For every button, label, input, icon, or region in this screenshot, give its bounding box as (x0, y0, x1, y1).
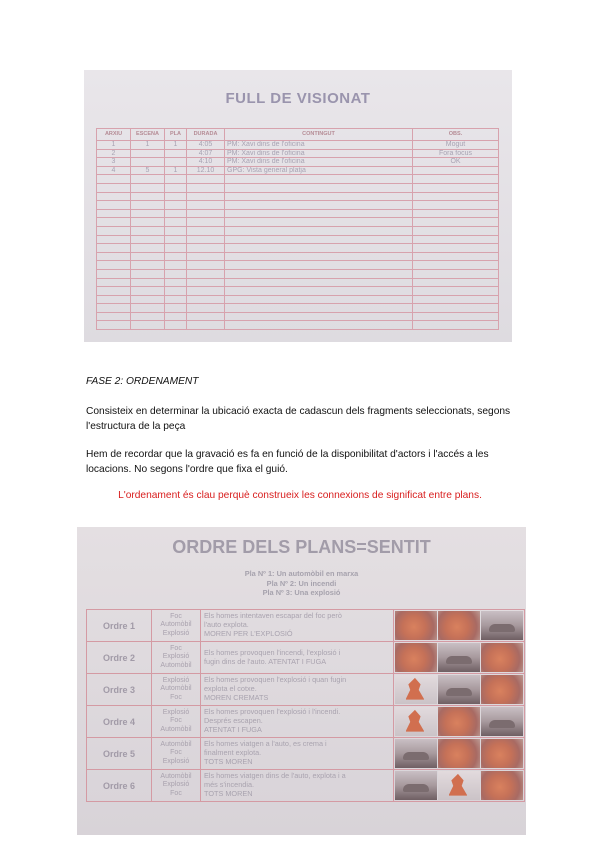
table-row (97, 287, 499, 296)
highlight-statement: L'ordenament és clau perquè construeix les connexions de significat entre plans. (118, 490, 482, 501)
table-cell (165, 295, 187, 304)
ordre-elements (152, 674, 201, 706)
table-cell (97, 192, 131, 201)
table-cell (165, 304, 187, 313)
ordre-description (201, 674, 394, 706)
table-row (97, 235, 499, 244)
table-cell: 5 (131, 166, 165, 175)
ordre-elements (152, 770, 201, 802)
element-item: Automòbil (160, 772, 192, 780)
full-de-visionat-title: FULL DE VISIONAT (225, 90, 371, 107)
table-cell (413, 321, 499, 330)
table-cell (225, 183, 413, 192)
table-cell (165, 235, 187, 244)
description-line: Després escapen. (204, 716, 263, 726)
table-cell (165, 175, 187, 184)
table-cell (165, 321, 187, 330)
table-cell (187, 235, 225, 244)
table-cell (225, 226, 413, 235)
table-cell (131, 209, 165, 218)
table-row (97, 175, 499, 184)
table-cell (187, 252, 225, 261)
table-cell (165, 287, 187, 296)
table-cell (97, 201, 131, 210)
table-cell (97, 287, 131, 296)
table-cell (413, 218, 499, 227)
table-cell (165, 192, 187, 201)
table-cell (187, 278, 225, 287)
table-cell (97, 244, 131, 253)
fire-thumbnail-icon (481, 643, 523, 672)
table-cell (225, 192, 413, 201)
table-cell (225, 278, 413, 287)
table-row (97, 252, 499, 261)
description-line: TOTS MOREN (204, 788, 253, 798)
table-cell (131, 287, 165, 296)
header-pla: PLA (165, 129, 187, 141)
ordre-thumbnails (394, 738, 525, 770)
ordre-thumbnails (394, 674, 525, 706)
table-cell (97, 278, 131, 287)
paragraph-gravacio: Hem de recordar que la gravació es fa en funció de la disponibilitat d'actors i l'accés a les locacions. No segons l'ordre que fixa el guió. (86, 449, 489, 475)
element-item: Explosió (162, 653, 190, 661)
description-line: ATENTAT I FUGA (204, 724, 262, 734)
table-row (97, 244, 499, 253)
description-line: MOREN CREMATS (204, 692, 269, 702)
table-row (97, 209, 499, 218)
element-item: Automòbil (160, 685, 192, 693)
description-line: TOTS MOREN (204, 756, 253, 766)
table-cell (413, 252, 499, 261)
table-cell (131, 312, 165, 321)
table-cell (225, 269, 413, 278)
table-cell (131, 175, 165, 184)
table-cell (131, 218, 165, 227)
table-cell: Fora focus (413, 149, 499, 158)
pla-2: Pla Nº 2: Un incendi (266, 578, 337, 588)
ordre-description (201, 738, 394, 770)
table-cell (165, 312, 187, 321)
table-cell (165, 201, 187, 210)
ordre-thumbnails (394, 642, 525, 674)
ordre-description (201, 642, 394, 674)
table-cell (413, 269, 499, 278)
ordre-row (87, 770, 525, 802)
car-thumbnail-icon (481, 611, 523, 640)
ordre-label: Ordre 5 (87, 738, 152, 770)
table-cell: OK (413, 158, 499, 167)
visionat-header-row (97, 129, 499, 141)
table-cell (187, 312, 225, 321)
fire-thumbnail-icon (481, 771, 523, 800)
fire-thumbnail-icon (438, 707, 480, 736)
ordre-description (201, 610, 394, 642)
ordre-dels-plans-photo (77, 527, 526, 835)
header-obs: OBS. (413, 129, 499, 141)
table-cell (225, 175, 413, 184)
table-cell (187, 321, 225, 330)
element-item: Explosió (162, 781, 190, 789)
table-cell (131, 278, 165, 287)
description-line: Els homes intentaven escapar del foc però (204, 611, 342, 621)
table-cell (413, 183, 499, 192)
description-line: Els homes viatgen a l'auto, es crema i (204, 739, 327, 749)
table-cell (187, 295, 225, 304)
fire-thumbnail-icon (481, 675, 523, 704)
table-cell: 4 (97, 166, 131, 175)
fire-thumbnail-icon (395, 611, 437, 640)
table-row (97, 192, 499, 201)
ordre-thumbnails (394, 770, 525, 802)
table-cell (413, 278, 499, 287)
table-cell: 4:07 (187, 149, 225, 158)
table-cell (225, 244, 413, 253)
table-cell (97, 312, 131, 321)
element-item: Explosió (162, 676, 190, 684)
table-cell: 12.10 (187, 166, 225, 175)
table-cell (413, 226, 499, 235)
table-cell (131, 192, 165, 201)
fire-thumbnail-icon (438, 611, 480, 640)
description-line: Els homes viatgen dins de l'auto, explota i a (204, 771, 346, 781)
table-cell (97, 261, 131, 270)
table-cell (97, 304, 131, 313)
table-cell (225, 295, 413, 304)
table-cell: PM: Xavi dins de l'oficina (225, 158, 413, 167)
table-row (97, 166, 499, 175)
table-cell (131, 261, 165, 270)
table-cell (97, 321, 131, 330)
table-cell (413, 235, 499, 244)
description-line: Els homes provoquen l'incendi, l'explosió i (204, 647, 341, 657)
fire-thumbnail-icon (438, 739, 480, 768)
table-cell (97, 252, 131, 261)
table-cell: 3 (97, 158, 131, 167)
table-cell (131, 235, 165, 244)
table-cell (165, 261, 187, 270)
ordre-thumbnails (394, 610, 525, 642)
table-cell (131, 295, 165, 304)
table-cell (413, 192, 499, 201)
table-cell (131, 244, 165, 253)
table-cell: PM: Xavi dins de l'oficina (225, 149, 413, 158)
table-cell (187, 201, 225, 210)
visionat-table (96, 128, 499, 330)
table-cell (187, 269, 225, 278)
table-cell (413, 261, 499, 270)
table-cell: 2 (97, 149, 131, 158)
table-cell (165, 269, 187, 278)
element-item: Automòbil (160, 725, 192, 733)
element-item: Foc (170, 789, 182, 797)
element-item: Automòbil (160, 740, 192, 748)
table-cell (187, 218, 225, 227)
car-thumbnail-icon (438, 675, 480, 704)
table-cell (165, 252, 187, 261)
table-cell: PM: Xavi dins de l'oficina (225, 141, 413, 150)
ordre-row (87, 610, 525, 642)
table-row (97, 321, 499, 330)
ordre-elements (152, 706, 201, 738)
table-cell (97, 295, 131, 304)
table-row (97, 312, 499, 321)
table-cell (413, 304, 499, 313)
table-cell (165, 278, 187, 287)
table-cell: 1 (131, 141, 165, 150)
table-row (97, 183, 499, 192)
table-cell (187, 304, 225, 313)
ordre-label: Ordre 4 (87, 706, 152, 738)
table-cell (165, 149, 187, 158)
description-line: fugin dins de l'auto. ATENTAT I FUGA (204, 656, 327, 666)
ordre-row (87, 674, 525, 706)
table-cell (187, 192, 225, 201)
description-line: MOREN PER L'EXPLOSIÓ (204, 628, 293, 638)
table-cell (187, 261, 225, 270)
element-item: Foc (170, 717, 182, 725)
table-cell (413, 166, 499, 175)
description-line: l'auto explota. (204, 620, 249, 630)
table-row (97, 141, 499, 150)
ordre-elements (152, 642, 201, 674)
table-cell (413, 244, 499, 253)
table-cell (165, 218, 187, 227)
element-item: Foc (170, 644, 182, 652)
ordre-title: ORDRE DELS PLANS=SENTIT (172, 537, 431, 557)
table-cell (131, 269, 165, 278)
table-row (97, 218, 499, 227)
table-cell: 4:10 (187, 158, 225, 167)
full-de-visionat-photo (84, 70, 512, 342)
table-cell (225, 209, 413, 218)
element-item: Explosió (162, 757, 190, 765)
table-cell (225, 312, 413, 321)
ordre-elements (152, 738, 201, 770)
table-cell (225, 321, 413, 330)
ordre-label: Ordre 1 (87, 610, 152, 642)
element-item: Foc (170, 612, 182, 620)
table-cell (187, 183, 225, 192)
table-cell (97, 209, 131, 218)
table-cell (97, 269, 131, 278)
pla-1: Pla Nº 1: Un automòbil en marxa (244, 569, 359, 578)
car-thumbnail-icon (395, 739, 437, 768)
table-cell (131, 183, 165, 192)
table-cell (187, 287, 225, 296)
fire-thumbnail-icon (481, 739, 523, 768)
ordre-row (87, 706, 525, 738)
ordre-description (201, 770, 394, 802)
table-cell (225, 252, 413, 261)
table-cell: 4:05 (187, 141, 225, 150)
table-cell (413, 201, 499, 210)
plans-list (77, 569, 526, 598)
table-cell (97, 226, 131, 235)
description-line: finalment explota. (204, 748, 262, 758)
table-cell (165, 158, 187, 167)
description-line: explota el cotxe. (204, 684, 257, 694)
table-cell (413, 175, 499, 184)
table-cell (225, 201, 413, 210)
table-row (97, 261, 499, 270)
table-cell (131, 149, 165, 158)
table-cell (131, 321, 165, 330)
ordre-description (201, 706, 394, 738)
table-cell (97, 235, 131, 244)
table-cell (225, 218, 413, 227)
table-cell (131, 304, 165, 313)
paragraph-ubicacio: Consisteix en determinar la ubicació exacta de cadascun dels fragments seleccionats, segons l'estructura de la peça (86, 406, 511, 432)
table-cell (97, 183, 131, 192)
table-cell (131, 201, 165, 210)
table-cell (413, 295, 499, 304)
header-arxiu: ARXIU (97, 129, 131, 141)
table-cell (225, 287, 413, 296)
table-cell: Mogut (413, 141, 499, 150)
table-cell: 1 (165, 141, 187, 150)
table-cell (131, 158, 165, 167)
table-cell: 1 (165, 166, 187, 175)
ordre-label: Ordre 2 (87, 642, 152, 674)
table-cell (165, 244, 187, 253)
table-cell (165, 183, 187, 192)
description-line: Els homes provoquen l'explosió i quan fugin (204, 675, 347, 685)
table-row (97, 149, 499, 158)
table-row (97, 304, 499, 313)
header-contingut: CONTINGUT (225, 129, 413, 141)
pla-3: Pla Nº 3: Una explosió (262, 588, 341, 597)
element-item: Automòbil (160, 661, 192, 669)
table-row (97, 295, 499, 304)
table-cell (97, 218, 131, 227)
table-cell (131, 252, 165, 261)
table-row (97, 278, 499, 287)
table-cell (413, 312, 499, 321)
car-thumbnail-icon (395, 771, 437, 800)
element-item: Explosió (162, 708, 190, 716)
element-item: Foc (170, 693, 182, 701)
header-durada: DURADA (187, 129, 225, 141)
table-cell (131, 226, 165, 235)
table-cell (165, 226, 187, 235)
table-cell: GPG: Vista general platja (225, 166, 413, 175)
ordre-row (87, 642, 525, 674)
fire-thumbnail-icon (395, 643, 437, 672)
table-row (97, 269, 499, 278)
header-escena: ESCENA (131, 129, 165, 141)
table-cell (97, 175, 131, 184)
table-cell: 1 (97, 141, 131, 150)
ordre-row (87, 738, 525, 770)
ordre-label: Ordre 6 (87, 770, 152, 802)
tree-thumbnail-icon (395, 707, 437, 736)
ordre-thumbnails (394, 706, 525, 738)
table-row (97, 158, 499, 167)
car-thumbnail-icon (481, 707, 523, 736)
table-cell (187, 226, 225, 235)
table-cell (165, 209, 187, 218)
fase-heading: FASE 2: ORDENAMENT (86, 376, 199, 387)
description-line: Els homes provoquen l'explosió i l'incendi. (204, 707, 341, 717)
ordre-table (86, 609, 525, 802)
tree-thumbnail-icon (438, 771, 480, 800)
table-row (97, 201, 499, 210)
tree-thumbnail-icon (395, 675, 437, 704)
ordre-label: Ordre 3 (87, 674, 152, 706)
table-cell (187, 175, 225, 184)
table-cell (225, 261, 413, 270)
element-item: Explosió (162, 629, 190, 637)
table-cell (413, 209, 499, 218)
table-cell (225, 235, 413, 244)
table-cell (413, 287, 499, 296)
element-item: Automòbil (160, 621, 192, 629)
ordre-elements (152, 610, 201, 642)
table-row (97, 226, 499, 235)
table-cell (187, 244, 225, 253)
element-item: Foc (170, 749, 182, 757)
table-cell (225, 304, 413, 313)
car-thumbnail-icon (438, 643, 480, 672)
table-cell (187, 209, 225, 218)
description-line: més s'incendia. (204, 780, 255, 790)
